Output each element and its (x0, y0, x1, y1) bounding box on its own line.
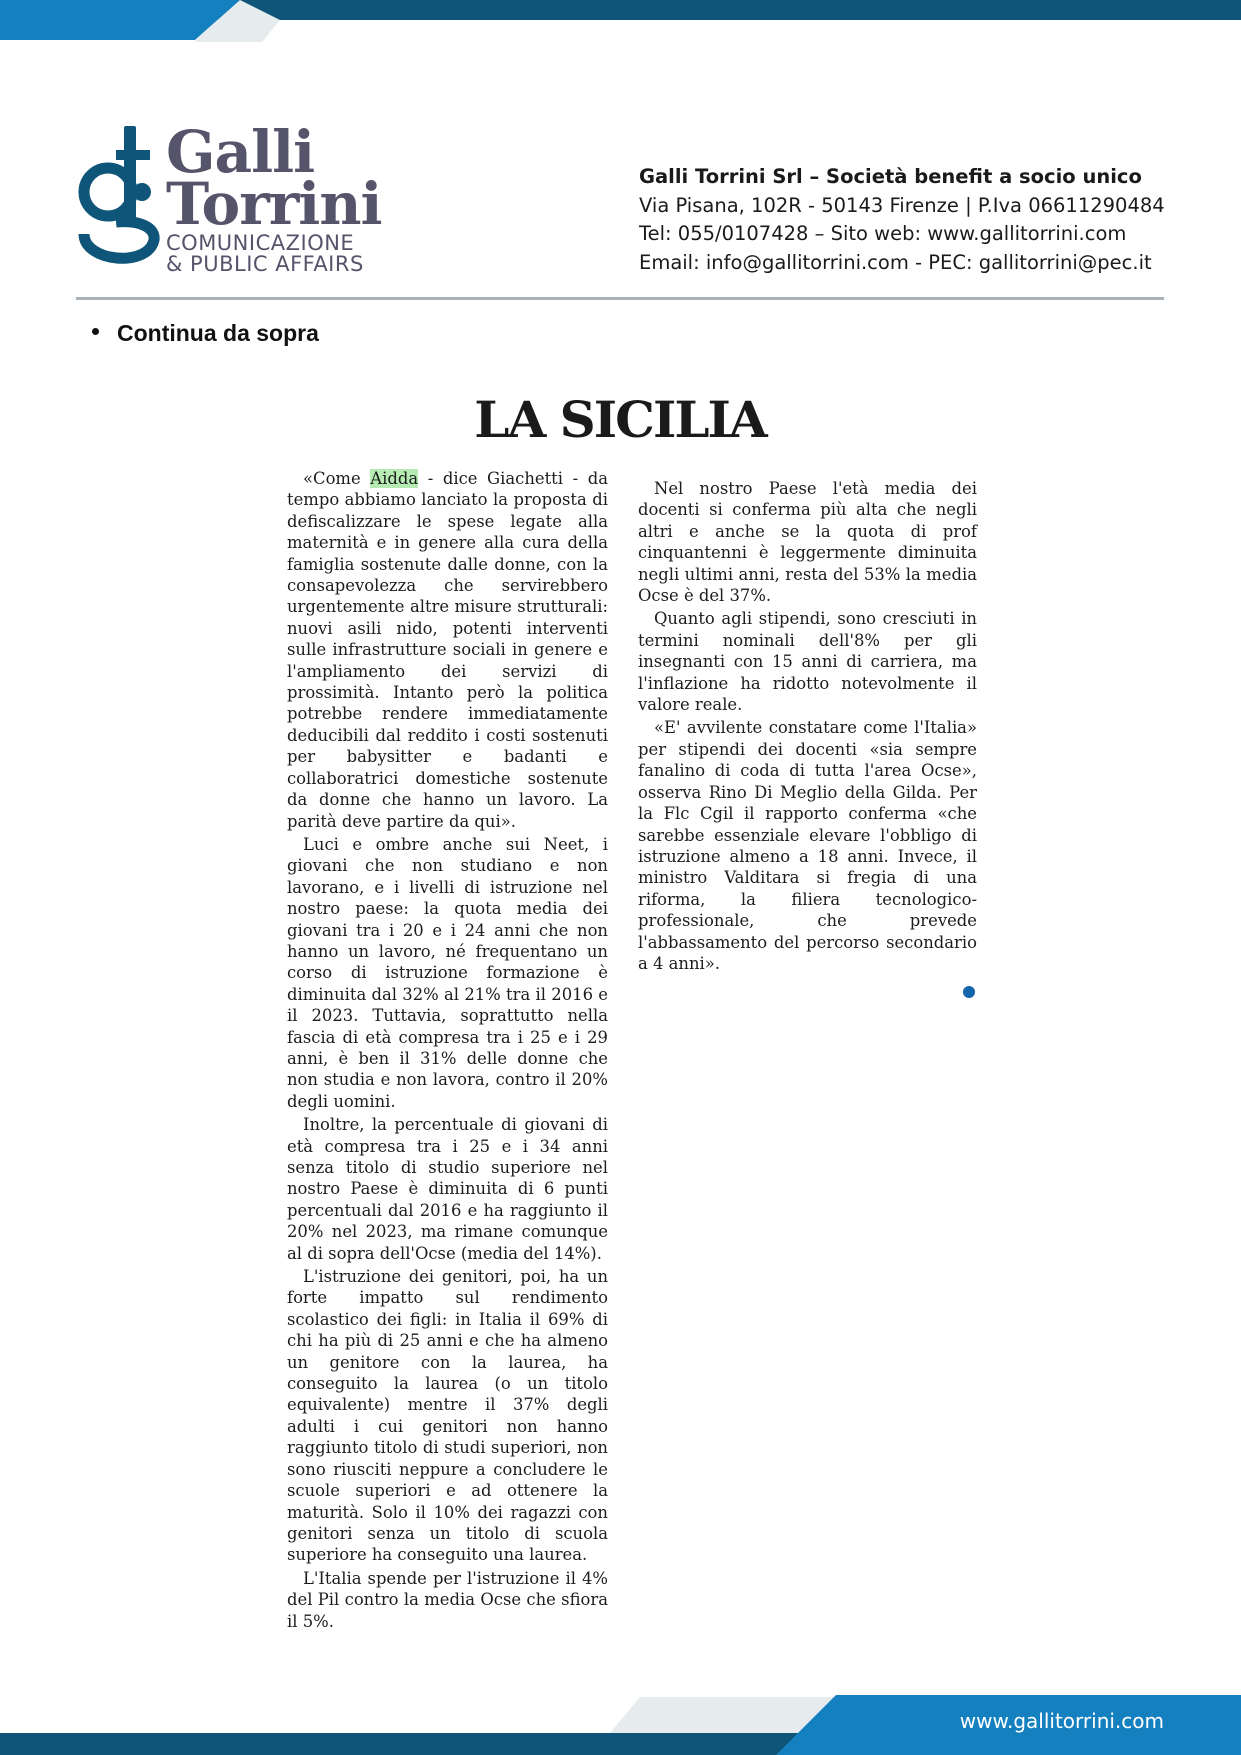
article-paragraph: Quanto agli stipendi, sono cresciuti in termini nominali dell'8% per gli insegnanti con 15 anni di carriera, ma l'inflazione ha ridotto notevolmente il valore reale. (638, 609, 977, 715)
article-column-left (287, 468, 608, 1634)
article-paragraph: Nel nostro Paese l'età media dei docenti si conferma più alta che negli altri e anche se la quota di prof cinquantenni è leggermente diminuita negli ultimi anni, resta del 53% la media Ocse è del 37%. (638, 479, 977, 606)
company-address: Via Pisana, 102R - 50143 Firenze | P.Iva 06611290484 (639, 193, 1165, 217)
gt-monogram-icon (76, 122, 166, 272)
quote-prefix: «Come (303, 469, 371, 488)
company-logo (76, 118, 396, 276)
article-column-right (638, 478, 977, 976)
continued-bullet (92, 320, 319, 347)
company-name: Galli Torrini Srl – Società benefit a socio unico (639, 165, 1142, 188)
highlighted-term: Aidda (370, 469, 419, 488)
header-divider (76, 297, 1164, 300)
bullet-dot-icon (92, 328, 99, 335)
footer-website-link[interactable]: www.gallitorrini.com (959, 1709, 1164, 1733)
logo-word-torrini: Torrini (166, 170, 382, 238)
logo-subtitle-2: & PUBLIC AFFAIRS (166, 252, 364, 276)
company-phone-web: Tel: 055/0107428 – Sito web: www.gallitorrini.com (639, 222, 1127, 245)
article-paragraph: L'istruzione dei genitori, poi, ha un forte impatto sul rendimento scolastico dei figli: in Italia il 69% di chi ha più di 25 anni e che ha almeno un genitore con la laurea, ha conseguito la laurea (o un titolo equivalente) mentre il 37% degli adulti i cui genitori non hanno raggiunto titolo di studi superiori, non sono riusciti neppure a concludere le scuole superiori e ad ottenere la maturità. Solo il 10% dei ragazzi con genitori senza un titolo di scuola superiore ha conseguito una laurea. (287, 1267, 608, 1565)
article-paragraph: Inoltre, la percentuale di giovani di età compresa tra i 25 e i 34 anni senza titolo di studio superiore nel nostro Paese è diminuita di 6 punti percentuali dal 2016 e ha raggiunto il 20% nel 2023, ma rimane comunque al di sopra dell'Ocse (media del 14%). (287, 1115, 608, 1263)
article-paragraph: Luci e ombre anche sui Neet, i giovani che non studiano e non lavorano, e i livelli di istruzione nel nostro paese: la quota media dei giovani tra i 20 e i 24 anni che non hanno un lavoro, né frequentano un corso di istruzione formazione è diminuita dal 32% al 21% tra il 2016 e il 2023. Tuttavia, soprattutto nella fascia di età compresa tra i 25 e i 29 anni, è ben il 31% delle donne che non studia e non lavora, contro il 20% degli uomini. (287, 834, 608, 1111)
company-email: Email: info@gallitorrini.com - PEC: gallitorrini@pec.it (639, 250, 1152, 274)
logo-subtitle-1: COMUNICAZIONE (166, 231, 355, 255)
top-brand-band (0, 0, 1241, 42)
article-paragraph: «E' avvilente constatare come l'Italia» per stipendi dei docenti «sia sempre fanalino di coda di tutta l'area Ocse», osserva Rino Di Meglio della Gilda. Per la Flc Cgil il rapporto conferma «che sarebbe essenziale elevare l'obbligo di istruzione almeno a 18 anni. Invece, il ministro Valditara si fregia di una riforma, la filiera tecnologico-professionale, che prevede l'abbassamento del percorso secondario a 4 anni». (638, 718, 977, 973)
quote-rest: - dice Giachetti - da tempo abbiamo lanciato la proposta di defiscalizzare le spese legate alla maternità e in genere alla cura della famiglia sostenute dalle donne, con la consapevolezza che servirebbero urgentemente altre misure strutturali: nuovi asili nido, potenti interventi sulle infrastrutture sociali in genere e l'ampliamento dei servizi di prossimità. Intanto però la politica potrebbe rendere immediatamente deducibili dal reddito i costi sostenuti per babysitter e badanti e collaboratrici domestiche sostenute da donne che hanno un lavoro. La parità deve partire da qui». (287, 469, 609, 831)
article-paragraph: L'Italia spende per l'istruzione il 4% del Pil contro la media Ocse che sfiora il 5%. (287, 1568, 608, 1631)
continued-label: Continua da sopra (117, 320, 319, 346)
logo-word-galli: Galli (166, 118, 315, 186)
article-paragraph (287, 468, 608, 832)
contact-block (639, 163, 1239, 277)
newspaper-masthead: LA SICILIA (474, 390, 766, 449)
article-end-dot-icon (963, 986, 975, 998)
